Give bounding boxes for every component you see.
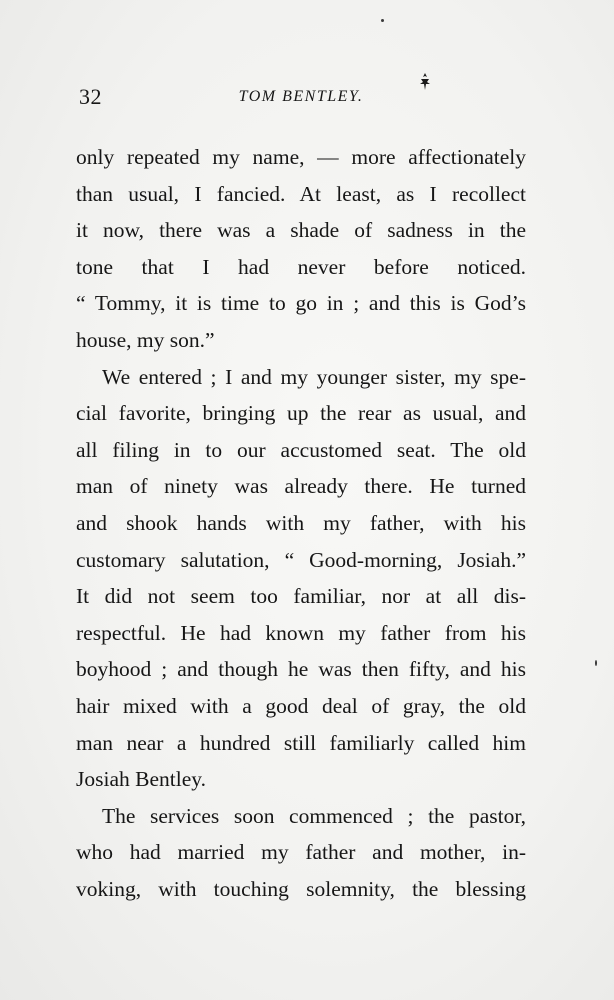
text-line: “ Tommy, it is time to go in ; and this is God’s — [76, 291, 526, 316]
text-line: boyhood ; and though he was then fifty, and his — [76, 657, 526, 682]
text-line: it now, there was a shade of sadness in the — [76, 218, 526, 243]
body-text — [76, 139, 526, 907]
text-line: tone that I had never before noticed. — [76, 254, 526, 279]
text-line: We entered ; I and my younger sister, my spe- — [102, 364, 526, 389]
text-line: man near a hundred still familiarly called him — [76, 730, 526, 755]
text-line: only repeated my name, — more affectionately — [76, 145, 526, 169]
text-line: hair mixed with a good deal of gray, the old — [76, 693, 526, 718]
text-line: all filing in to our accustomed seat. The old — [76, 437, 526, 462]
running-head: TOM BENTLEY. — [238, 88, 364, 105]
text-line: voking, with touching solemnity, the blessing — [76, 876, 526, 901]
page-number: 32 — [79, 84, 102, 109]
text-line: man of ninety was already there. He turned — [76, 474, 526, 499]
text-line: Josiah Bentley. — [76, 767, 206, 792]
paper-speck — [381, 19, 384, 22]
text-line: house, my son.” — [76, 327, 215, 352]
text-line: customary salutation, “ Good-morning, Josiah.” — [76, 547, 526, 572]
text-line: who had married my father and mother, in- — [76, 840, 526, 865]
text-line: It did not seem too familiar, nor at all dis- — [76, 584, 526, 609]
printer-ornament-icon — [418, 72, 432, 92]
paper-speck — [595, 660, 597, 666]
text-line: cial favorite, bringing up the rear as usual, and — [76, 401, 526, 426]
text-line: The services soon commenced ; the pastor, — [102, 803, 526, 828]
text-line: respectful. He had known my father from his — [76, 620, 526, 645]
page-header — [76, 84, 526, 114]
text-line: than usual, I fancied. At least, as I recollect — [76, 181, 526, 206]
text-line: and shook hands with my father, with his — [76, 510, 526, 535]
